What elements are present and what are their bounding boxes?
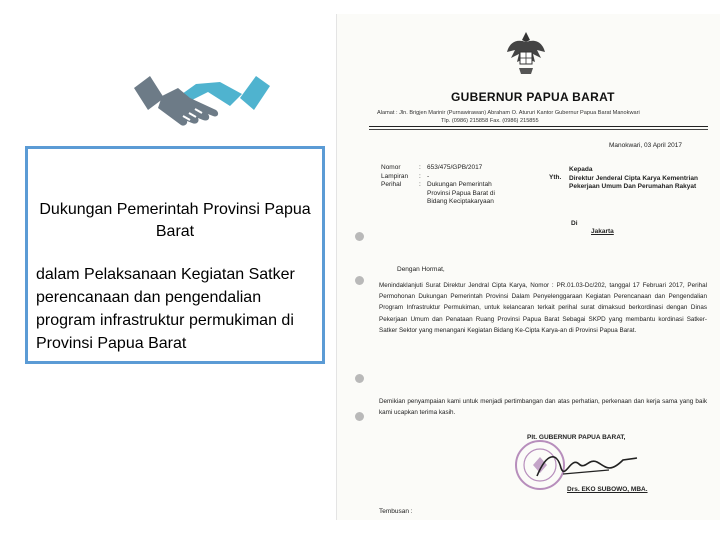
recipient-block: [569, 166, 714, 192]
meta-row: [381, 173, 515, 182]
garuda-emblem-icon: [505, 28, 547, 78]
letter-date: Manokwari, 03 April 2017: [609, 142, 682, 149]
meta-sep: :: [419, 164, 421, 171]
handshake-icon: [132, 70, 272, 130]
meta-key: Nomor: [381, 164, 401, 171]
letter-meta: [381, 164, 515, 207]
meta-row: [381, 181, 515, 207]
recipient-city: Jakarta: [591, 228, 614, 235]
meta-value: Dukungan Pemerintah Provinsi Papua Barat di Bidang Keciptakaryaan: [427, 181, 495, 205]
cc-label: Tembusan :: [379, 508, 413, 515]
meta-row: [381, 164, 515, 173]
recipient-name: Direktur Jenderal Cipta Karya Kementrian Pekerjaan Umum Dan Perumahan Rakyat: [569, 174, 698, 190]
meta-sep: :: [419, 172, 421, 180]
meta-sep: :: [419, 181, 421, 188]
meta-key: Perihal: [381, 181, 402, 188]
letter-paragraph: Menindaklanjuti Surat Direktur Jendral Cipta Karya, Nomor : PR.01.03-Dc/202, tanggal 17 Februari 2017, Perihal Permohonan Dukungan Pemerintah Provinsi Dalam Penyelenggaraan Kegiatan Perencanaan dan Pengendalian Program Infrastruktur Permukiman, untuk kelancaran terkait perihal surat dimaksud berkordinasi dengan Dinas Pekerjaan Umum dan Penataan Ruang Provinsi Papua Barat Sebagai SKPD yang membantu kordinasi Satker-Satker Sektor yang menangani Kegiatan Bidang Ke-Cipta Karya-an di Provinsi Papua Barat.: [379, 282, 707, 334]
punch-hole: [355, 412, 364, 421]
meta-value: -: [427, 172, 430, 180]
meta-value: 653/475/GPB/2017: [427, 164, 483, 171]
panel-body: dalam Pelaksanaan Kegiatan Satker perencanaan dan pengendalian program infrastruktur permukiman di Provinsi Papua Barat: [36, 266, 295, 352]
letterhead-address: Alamat : Jln. Brigjen Marinir (Purnawirawan) Abraham O. Atururi Kantor Gubernur Papua Barat Manokwari: [377, 110, 640, 116]
recipient-to: Kepada: [569, 166, 593, 173]
punch-hole: [355, 374, 364, 383]
letterhead-phone: Tlp. (0986) 215858 Fax. (0986) 215855: [441, 118, 539, 124]
meta-key: Lampiran: [381, 172, 409, 180]
punch-hole: [355, 232, 364, 241]
scanned-letter: [337, 14, 720, 520]
divider: [369, 129, 708, 130]
greeting: Dengan Hormat,: [397, 266, 445, 273]
letterhead-title: GUBERNUR PAPUA BARAT: [451, 90, 615, 104]
panel-title: Dukungan Pemerintah Provinsi Papua Barat: [39, 201, 311, 240]
signature-icon: [527, 446, 647, 486]
salutation-yth: Yth.: [549, 174, 562, 181]
recipient-di: Di: [571, 220, 578, 227]
punch-hole: [355, 276, 364, 285]
signer-name: Drs. EKO SUBOWO, MBA.: [567, 486, 648, 493]
letter-paragraph: Demikian penyampaian kami untuk menjadi pertimbangan dan atas perhatian, perkenaan dan kerja sama yang baik kami ucapkan terima kasih.: [379, 398, 707, 417]
closing-title: Plt. GUBERNUR PAPUA BARAT,: [527, 434, 626, 441]
summary-panel: [25, 146, 325, 364]
divider: [369, 126, 708, 127]
